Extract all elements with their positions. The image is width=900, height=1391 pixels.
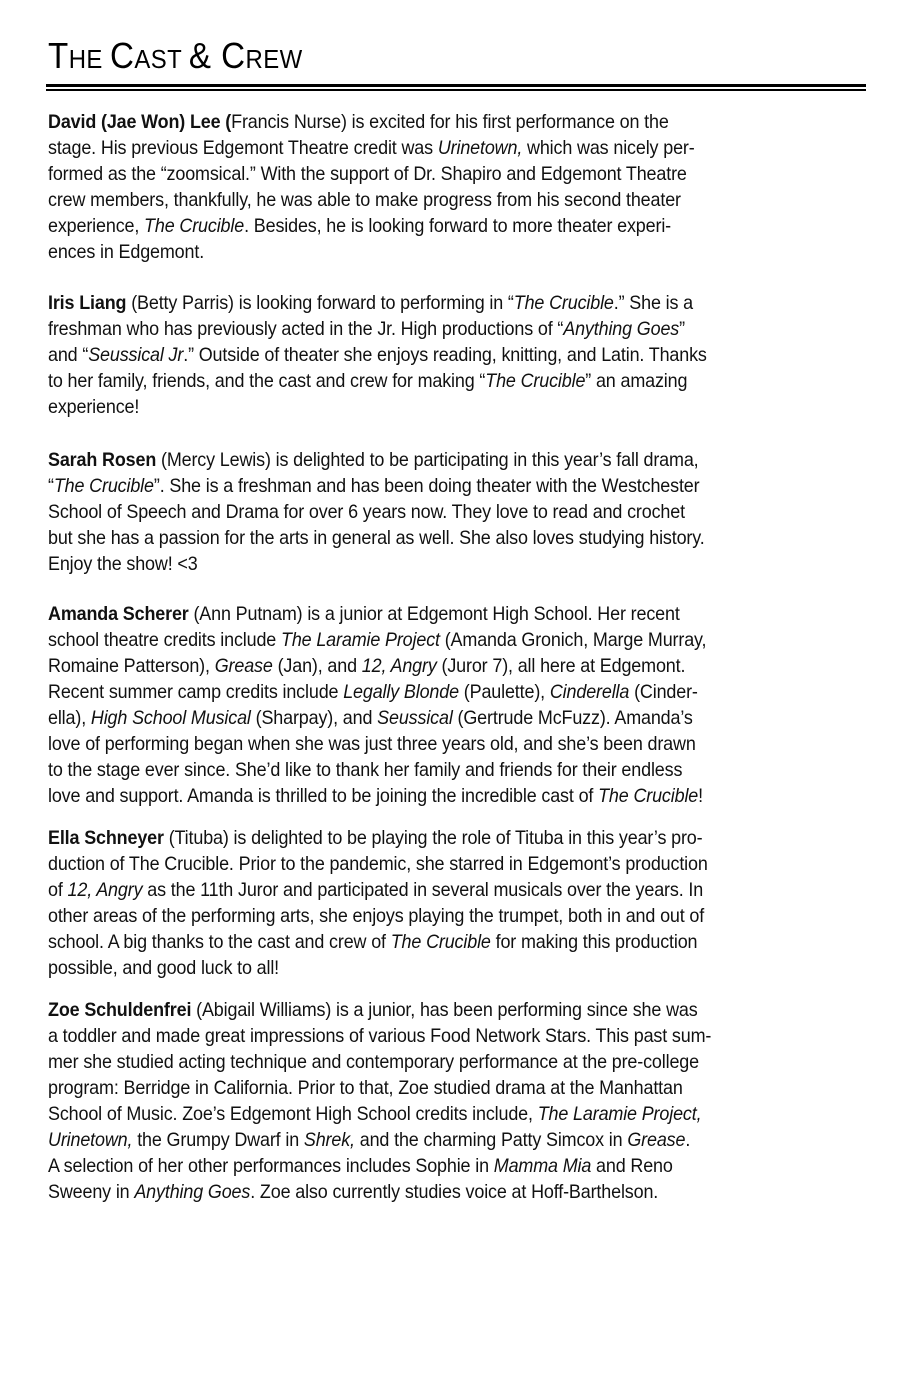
bio-line [48,654,815,680]
production-title: Seussical Jr [88,345,184,366]
bio-line [48,1024,815,1050]
bio-paragraph [48,291,868,421]
bio-text: (Tituba) is delighted to be playing the role of Tituba in this year’s pro- [163,828,703,849]
cast-member-name: David (Jae Won) Lee ( [48,112,232,133]
bio-text: freshman who has previously acted in the Jr. High productions of “ [48,319,564,340]
bio-text: ” an amazing [585,371,688,392]
bio-line [48,110,815,136]
bio-text: Enjoy the show! <3 [48,554,198,575]
bio-text: program: Berridge in California. Prior to that, Zoe studied drama at the Manhattan [48,1078,683,1099]
production-title: 12, Angry [361,656,437,677]
production-title: The Crucible [485,371,586,392]
bio-line [48,732,815,758]
cast-member-name: Iris Liang [48,293,127,314]
production-title: 12, Angry [67,880,143,901]
bio-text: crew members, thankfully, he was able to make progress from his second theater [48,190,681,211]
bio-text: . Zoe also currently studies voice at Hoff-Barthelson. [250,1182,659,1203]
title-rule-thick [46,84,866,87]
bio-line [48,369,815,395]
bio-text: which was nicely per- [522,138,695,159]
bio-text: and Reno [591,1156,673,1177]
bio-text: love and support. Amanda is thrilled to be joining the incredible cast of [48,786,599,807]
production-title: High School Musical [90,708,251,729]
production-title: Anything Goes [563,319,680,340]
bio-text: stage. His previous Edgemont Theatre credit was [48,138,438,159]
bio-line [48,826,815,852]
title-part: HE [68,44,110,74]
bio-text: ences in Edgemont. [48,242,205,263]
bio-line [48,240,815,266]
bio-text: . Besides, he is looking forward to more theater experi- [244,216,672,237]
bio-text: for making this production [490,932,698,953]
bio-text: of [48,880,68,901]
bio-line [48,956,815,982]
bio-line [48,680,815,706]
bio-line [48,602,815,628]
bio-line [48,162,815,188]
bio-line [48,878,815,904]
bio-line [48,1076,815,1102]
bio-line [48,214,815,240]
page-title [48,36,303,79]
production-title: Grease [214,656,273,677]
cast-member-name: Zoe Schuldenfrei [48,1000,192,1021]
bio-line [48,291,815,317]
bio-text: Romaine Patterson), [48,656,215,677]
bio-line [48,500,815,526]
bio-text: the Grumpy Dwarf in [132,1130,304,1151]
title-part: C [221,35,246,76]
bio-text: Francis Nurse) is excited for his first performance on the [231,112,669,133]
production-title: The Crucible [53,476,154,497]
bio-text: (Juror 7), all here at Edgemont. [436,656,686,677]
bio-line [48,1128,815,1154]
bio-text: formed as the “zoomsical.” With the support of Dr. Shapiro and Edgemont Theatre [48,164,687,185]
bio-text: (Betty Parris) is looking forward to performing in “ [126,293,514,314]
bio-line [48,474,815,500]
bio-text: experience! [48,397,140,418]
bio-paragraph [48,448,868,578]
bio-paragraph [48,998,868,1206]
title-part: T [48,35,69,76]
bio-text: (Gertrude McFuzz). Amanda’s [452,708,693,729]
bio-text: ” [679,319,685,340]
production-title: Mamma Mia [493,1156,592,1177]
bio-line [48,136,815,162]
bio-text: love of performing began when she was just three years old, and she’s been drawn [48,734,696,755]
cast-member-name: Ella Schneyer [48,828,164,849]
bio-line [48,904,815,930]
bio-line [48,395,815,421]
bio-text: other areas of the performing arts, she enjoys playing the trumpet, both in and out of [48,906,705,927]
cast-bios [48,110,868,1206]
title-part: C [109,35,135,76]
bio-line [48,552,815,578]
bio-text: but she has a passion for the arts in general as well. She also loves studying history. [48,528,705,549]
title-part: & [188,35,222,76]
production-title: Seussical [377,708,453,729]
bio-line [48,930,815,956]
bio-text: (Abigail Williams) is a junior, has been performing since she was [191,1000,698,1021]
bio-text: school. A big thanks to the cast and crew of [48,932,391,953]
title-part: AST [134,44,189,74]
bio-text: school theatre credits include [48,630,282,651]
bio-paragraph [48,826,868,982]
bio-line [48,448,815,474]
production-title: Shrek, [303,1130,355,1151]
bio-paragraph [48,602,868,810]
production-title: Grease [627,1130,686,1151]
production-title: The Laramie Project, [537,1104,702,1125]
bio-line [48,343,815,369]
bio-line [48,526,815,552]
bio-text: ! [698,786,703,807]
bio-line [48,1050,815,1076]
bio-text: to the stage ever since. She’d like to thank her family and friends for their endless [48,760,683,781]
bio-line [48,1102,815,1128]
title-part: REW [245,44,303,74]
bio-line [48,998,815,1024]
bio-line [48,1154,815,1180]
production-title: Urinetown, [48,1130,133,1151]
bio-line [48,706,815,732]
bio-text: “ [48,476,54,497]
bio-text: (Paulette), [458,682,550,703]
bio-text: . [685,1130,691,1151]
bio-text: (Mercy Lewis) is delighted to be participating in this year’s fall drama, [156,450,699,471]
bio-text: to her family, friends, and the cast and crew for making “ [48,371,486,392]
production-title: The Crucible [144,216,245,237]
bio-text: ella), [48,708,91,729]
bio-line [48,852,815,878]
bio-text: .” She is a [613,293,694,314]
bio-text: School of Speech and Drama for over 6 years now. They love to read and crochet [48,502,685,523]
production-title: The Crucible [513,293,614,314]
bio-text: ”. She is a freshman and has been doing theater with the Westchester [153,476,700,497]
bio-line [48,1180,815,1206]
bio-text: (Amanda Gronich, Marge Murray, [439,630,707,651]
bio-text: (Cinder- [629,682,698,703]
bio-line [48,317,815,343]
bio-text: mer she studied acting technique and contemporary performance at the pre-college [48,1052,699,1073]
bio-text: and “ [48,345,89,366]
bio-line [48,628,815,654]
bio-text: Recent summer camp credits include [48,682,344,703]
bio-text: (Sharpay), and [250,708,378,729]
cast-member-name: Amanda Scherer [48,604,189,625]
bio-text: School of Music. Zoe’s Edgemont High School credits include, [48,1104,538,1125]
bio-text: as the 11th Juror and participated in several musicals over the years. In [142,880,704,901]
production-title: The Crucible [390,932,491,953]
title-rule-thin [46,89,866,91]
bio-paragraph [48,110,868,266]
bio-text: experience, [48,216,145,237]
production-title: The Laramie Project [281,630,440,651]
bio-text: possible, and good luck to all! [48,958,280,979]
bio-line [48,758,815,784]
bio-text: a toddler and made great impressions of various Food Network Stars. This past sum- [48,1026,712,1047]
bio-text: (Ann Putnam) is a junior at Edgemont High School. Her recent [188,604,680,625]
bio-text: (Jan), and [272,656,362,677]
bio-text: Sweeny in [48,1182,135,1203]
production-title: The Crucible [598,786,699,807]
production-title: Anything Goes [134,1182,251,1203]
bio-line [48,188,815,214]
bio-line [48,784,815,810]
production-title: Urinetown, [437,138,523,159]
bio-text: A selection of her other performances includes Sophie in [48,1156,494,1177]
bio-text: and the charming Patty Simcox in [354,1130,628,1151]
cast-member-name: Sarah Rosen [48,450,157,471]
production-title: Cinderella [549,682,630,703]
bio-text: duction of The Crucible. Prior to the pandemic, she starred in Edgemont’s production [48,854,708,875]
production-title: Legally Blonde [343,682,459,703]
bio-text: .” Outside of theater she enjoys reading, knitting, and Latin. Thanks [183,345,707,366]
